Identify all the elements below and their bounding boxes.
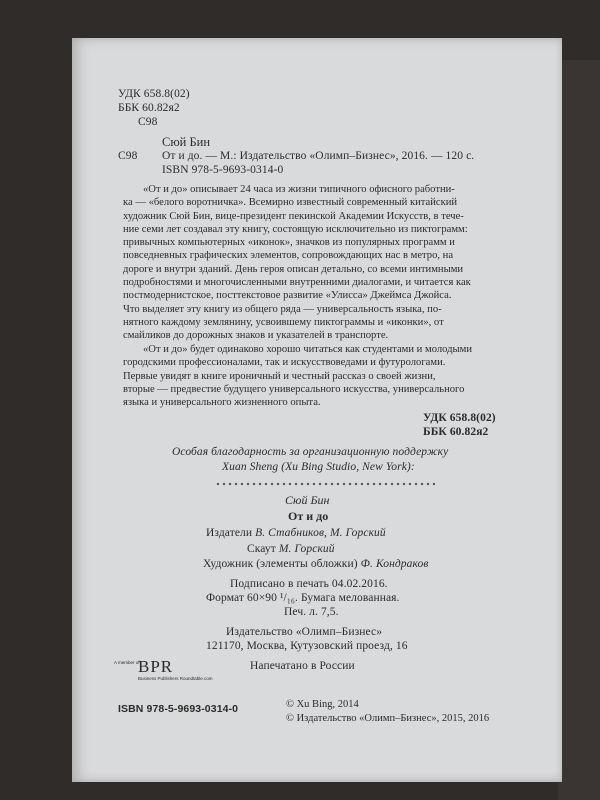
- annotation-line: Первые увидят в книге ироничный и честный рассказ о своей жизни,: [123, 370, 436, 382]
- side-code: С98: [118, 150, 138, 162]
- imprint-title: От и до: [288, 509, 329, 523]
- annotation-paragraph-1: [123, 183, 471, 343]
- annotation-line: Что выделяет эту книгу из общего ряда — универсальность языка, по-: [123, 303, 442, 315]
- author-code: С98: [138, 116, 158, 128]
- thanks-line-2: Xuan Sheng (Xu Bing Studio, New York):: [222, 461, 415, 473]
- scout-line: [247, 543, 335, 555]
- annotation-line: городскими профессионалами, так и искусствоведами и футурологами.: [123, 357, 446, 369]
- annotation-line: подробностями и многочисленными внутренними диалогами, и читается как: [123, 277, 471, 289]
- bibliographic-line: От и до. — М.: Издательство «Олимп–Бизнес», 2016. — 120 с.: [162, 150, 475, 162]
- annotation-line: языка и универсального жизненного опыта.: [123, 397, 321, 409]
- publisher-name: Издательство «Олимп–Бизнес»: [226, 626, 383, 638]
- isbn-line: ISBN 978-5-9693-0314-0: [162, 164, 284, 176]
- artist-label: Художник (элементы обложки): [203, 558, 358, 570]
- annotation-line: вторые — предвестие будущего универсального искусства, универсального: [123, 383, 465, 395]
- annotation-paragraph-2: [123, 343, 472, 409]
- signed-line: Подписано в печать 04.02.2016.: [230, 578, 388, 590]
- annotation-line: повседневных графических элементов, сопровождающих нас в метро, на: [123, 250, 454, 262]
- printed-in: Напечатано в России: [250, 660, 355, 672]
- bpr-logo: BPR: [138, 657, 174, 676]
- udk-classification: УДК 658.8(02): [423, 412, 496, 424]
- format-line: Формат 60×90 ¹/₁₆. Бумага мелованная.: [206, 592, 400, 604]
- bpr-member-text: A member of: [114, 660, 140, 665]
- annotation-line: смайликов до дорожных знаков и указателей в транспорте.: [123, 330, 389, 342]
- thanks-line-1: Особая благодарность за организационную поддержку: [172, 446, 449, 458]
- udk-header: УДК 658.8(02): [118, 88, 190, 100]
- adjacent-page-edge: [558, 60, 600, 800]
- scout-name: М. Горский: [278, 543, 335, 555]
- publishers-line: [206, 527, 386, 539]
- annotation-line: нятного каждому землянину, усвоившему пиктограммы и «иконки», от: [123, 316, 444, 328]
- annotation-line: художник Сюй Бин, вице-президент пекинской Академии Искусств, в тече-: [123, 210, 464, 222]
- annotation-line: привычных компьютерных «иконок», значков из популярных программ и: [123, 237, 455, 249]
- scout-label: Скаут: [247, 543, 276, 555]
- imprint-author: Сюй Бин: [285, 493, 330, 507]
- annotation-line: дороге и внутри зданий. День героя описан детально, со всеми интимными: [123, 263, 464, 275]
- bpr-site-text: Business Publishers Roundtable.com: [138, 676, 213, 681]
- annotation-line: ка — «белого воротничка». Всемирно известный современный китайский: [123, 197, 458, 209]
- ornament-divider: [215, 481, 435, 487]
- sheets-line: Печ. л. 7,5.: [284, 606, 339, 618]
- copyright-publisher: © Издательство «Олимп–Бизнес», 2015, 2016: [286, 713, 490, 724]
- annotation-line: постмодернистское, посттекстовое развитие «Улисса» Джеймса Джойса.: [123, 290, 452, 302]
- footer-isbn: ISBN 978-5-9693-0314-0: [118, 703, 239, 715]
- annotation-line: «От и до» описывает 24 часа из жизни типичного офисного работни-: [143, 184, 455, 195]
- publisher-address: 121170, Москва, Кутузовский проезд, 16: [206, 640, 408, 652]
- annotation-line: «От и до» будет одинаково хорошо читаться как студентами и молодыми: [143, 344, 473, 355]
- publishers-label: Издатели: [206, 527, 253, 539]
- publishers-names: В. Стабников, М. Горский: [255, 527, 386, 539]
- artist-line: [203, 558, 429, 570]
- copyright-author: © Xu Bing, 2014: [286, 699, 359, 710]
- artist-name: Ф. Кондраков: [360, 558, 429, 570]
- author-name: Сюй Бин: [162, 135, 211, 149]
- bbk-classification: ББК 60.82я2: [423, 426, 489, 438]
- bbk-header: ББК 60.82я2: [118, 102, 180, 114]
- annotation-line: ние семи лет создавал эту книгу, состоящую исключительно из пиктограмм:: [123, 223, 468, 235]
